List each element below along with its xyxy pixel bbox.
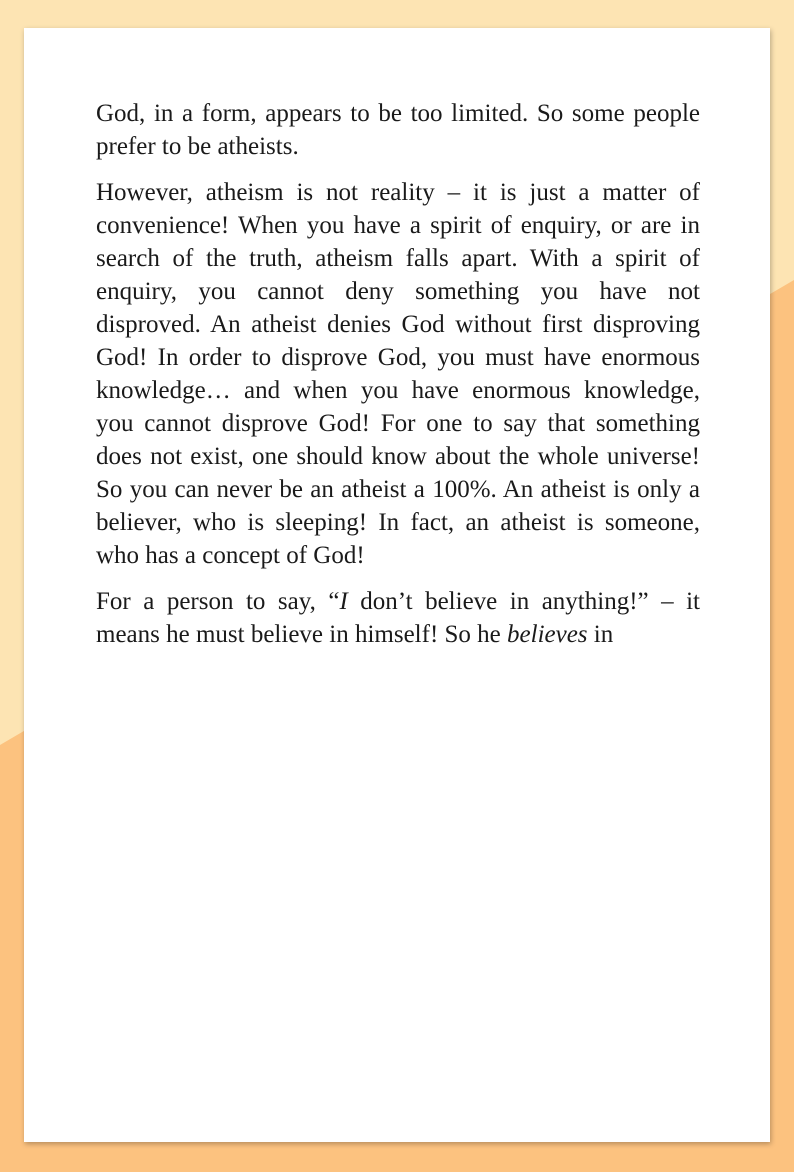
- paragraph-3-text-a: For a person to say, “: [96, 588, 340, 615]
- paragraph-3-emphasis-believes: believes: [507, 621, 588, 648]
- paragraph-1: God, in a form, appears to be too limited. So some people prefer to be atheists.: [96, 100, 700, 160]
- paragraph-2: However, atheism is not reality – it is just a matter of convenience! When you have a spirit of enquiry, or are in search of the truth, atheism falls apart. With a spirit of enquiry, you cannot deny something you have not disproved. An atheist denies God without first disproving God! In order to disprove God, you must have enormous knowledge… and when you have enormous knowledge, you cannot disprove God! For one to say that something does not exist, one should know about the whole universe! So you can never be an atheist a 100%. An atheist is only a believer, who is sleeping! In fact, an atheist is someone, who has a concept of God!: [96, 179, 700, 569]
- paragraph-3-text-b: don’t believe in anything!” – it means he must believe in himself! So he: [96, 588, 700, 648]
- body-text: [96, 97, 700, 664]
- paragraph-3-text-c: in: [587, 621, 614, 648]
- document-page: [24, 28, 770, 1142]
- paragraph-3-emphasis-i: I: [339, 588, 348, 615]
- paragraph-3: [96, 585, 700, 651]
